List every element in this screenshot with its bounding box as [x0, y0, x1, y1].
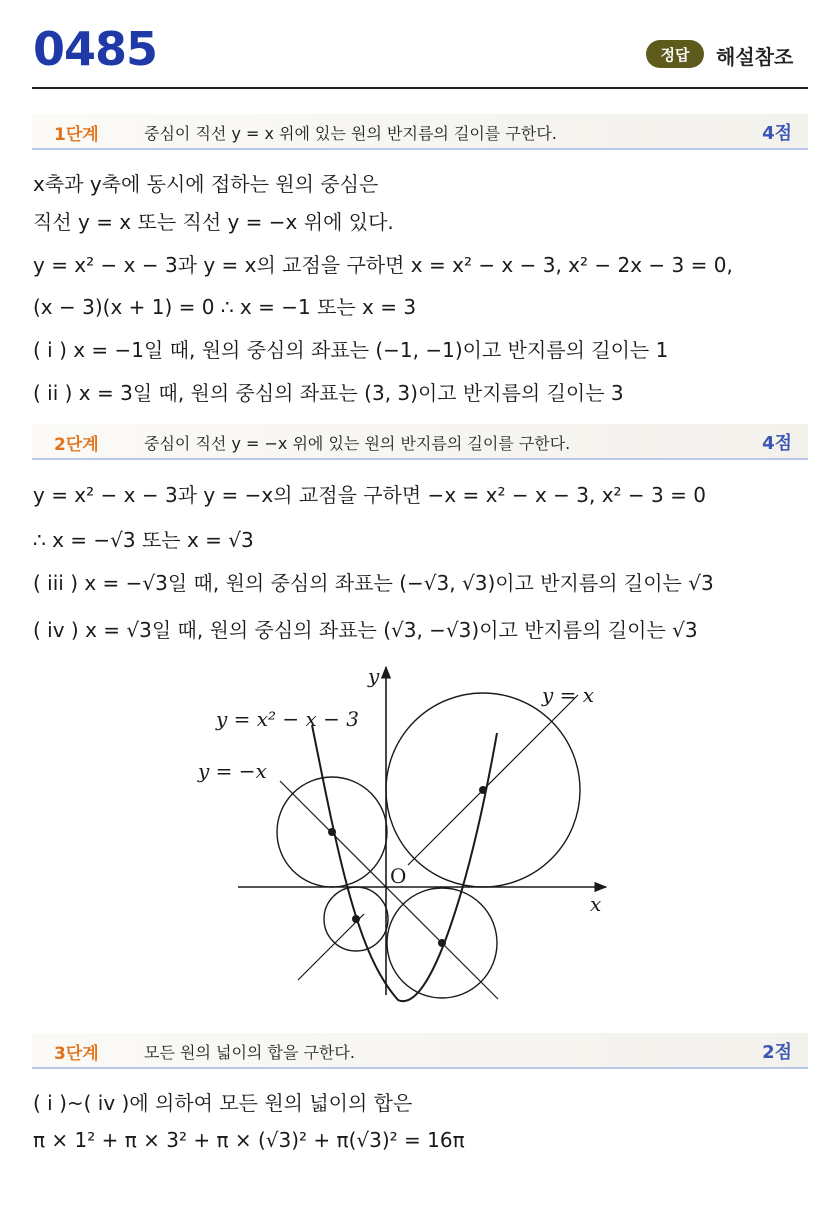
circles-graph [190, 655, 620, 1015]
step-2-label: 2단계 [54, 435, 99, 455]
solution-line-5: ( i ) x = −1일 때, 원의 중심의 좌표는 (−1, −1)이고 반지름의 길이는 1 [33, 338, 669, 362]
point-3-3 [479, 786, 487, 794]
header-divider [32, 87, 808, 89]
origin-label: O [390, 864, 407, 888]
step-3-bar [32, 1033, 808, 1069]
solution-line-6: ( ii ) x = 3일 때, 원의 중심의 좌표는 (3, 3)이고 반지름의 길이는 3 [33, 381, 624, 405]
solution-line-3: y = x² − x − 3과 y = x의 교점을 구하면 x = x² − x − 3, x² − 2x − 3 = 0, [33, 253, 733, 277]
solution-line-8: ∴ x = −√3 또는 x = √3 [33, 528, 254, 552]
solution-line-12: π × 1² + π × 3² + π × (√3)² + π(√3)² = 16π [33, 1128, 465, 1152]
problem-number: 0485 [33, 22, 158, 76]
solution-line-1: x축과 y축에 동시에 접하는 원의 중심은 [33, 172, 379, 196]
x-axis-label: x [590, 892, 602, 916]
step-1-desc: 중심이 직선 y = x 위에 있는 원의 반지름의 길이를 구한다. [144, 124, 557, 143]
step-1-score: 4점 [762, 123, 792, 144]
parabola-label: y = x² − x − 3 [216, 707, 360, 731]
solution-line-7: y = x² − x − 3과 y = −x의 교점을 구하면 −x = x² − x − 3, x² − 3 = 0 [33, 483, 706, 507]
step-3-label: 3단계 [54, 1044, 99, 1064]
solution-line-2: 직선 y = x 또는 직선 y = −x 위에 있다. [33, 210, 394, 234]
solution-line-4: (x − 3)(x + 1) = 0 ∴ x = −1 또는 x = 3 [33, 295, 417, 319]
step-1-label: 1단계 [54, 125, 99, 145]
answer-text: 해설참조 [716, 45, 794, 69]
line-y-eq-x-lower [298, 914, 364, 980]
step-3-score: 2점 [762, 1042, 792, 1063]
step-2-bar [32, 424, 808, 460]
point-neg1-neg1 [352, 915, 360, 923]
line-y-eq-x [408, 695, 578, 865]
page-header [0, 0, 830, 92]
step-1-bar [32, 114, 808, 150]
solution-line-10: ( iv ) x = √3일 때, 원의 중심의 좌표는 (√3, −√3)이고 반지름의 길이는 √3 [33, 618, 698, 642]
line-y-eq-neg-x-label: y = −x [198, 759, 267, 783]
answer-badge: 정답 [646, 40, 704, 68]
step-2-desc: 중심이 직선 y = −x 위에 있는 원의 반지름의 길이를 구한다. [144, 434, 571, 453]
point-neg-root3-root3 [328, 828, 336, 836]
solution-line-11: ( i )~( iv )에 의하여 모든 원의 넓이의 합은 [33, 1091, 413, 1115]
point-root3-neg-root3 [438, 939, 446, 947]
solution-line-9: ( iii ) x = −√3일 때, 원의 중심의 좌표는 (−√3, √3)이고 반지름의 길이는 √3 [33, 571, 714, 595]
step-2-score: 4점 [762, 433, 792, 454]
line-y-eq-x-label: y = x [542, 683, 595, 707]
step-3-desc: 모든 원의 넓이의 합을 구한다. [144, 1043, 355, 1062]
y-axis-label: y [368, 664, 380, 688]
graph-svg [190, 655, 620, 1015]
